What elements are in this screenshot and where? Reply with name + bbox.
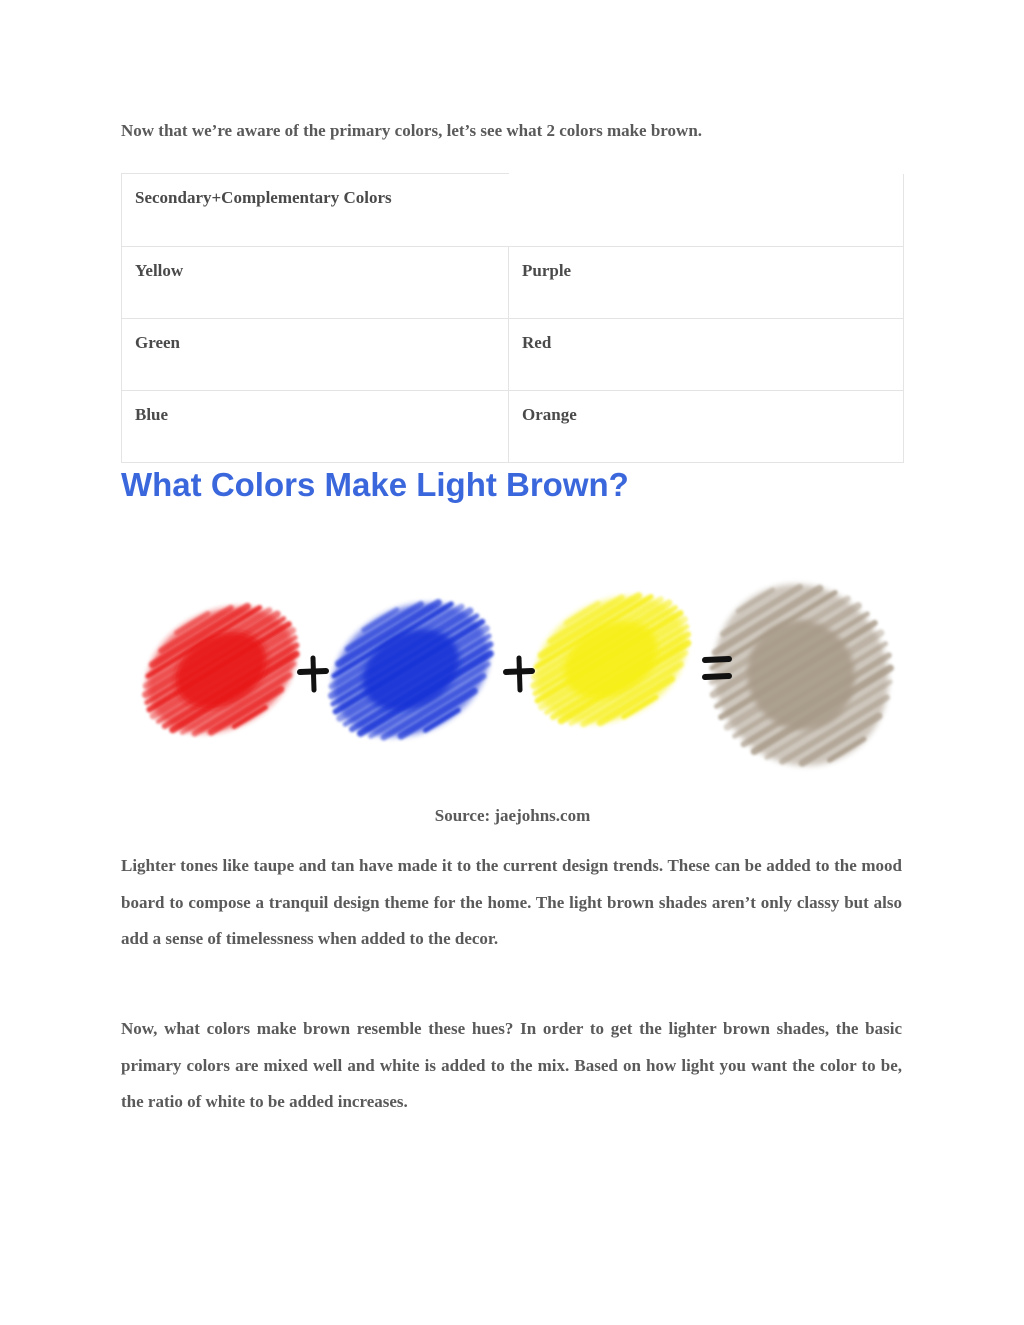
table-cell-complementary: Red [509, 319, 904, 391]
intro-text: Now that we’re aware of the primary colors, let’s see what 2 colors make brown. [121, 121, 703, 140]
red-paint-swatch [125, 582, 317, 758]
plus-sign-icon [300, 658, 326, 690]
table-row [122, 319, 904, 391]
table-header-cell: Secondary+Complementary Colors [122, 174, 509, 247]
table-header-row [122, 174, 904, 247]
table-cell-secondary: Green [122, 319, 509, 391]
color-table [121, 173, 904, 463]
table-header-empty-cell [509, 174, 904, 247]
yellow-paint-swatch [513, 571, 709, 749]
table-cell-complementary: Purple [509, 247, 904, 319]
table-row [122, 391, 904, 463]
plus-sign-icon [506, 658, 532, 690]
image-caption: Source: jaejohns.com [434, 806, 591, 825]
body-paragraph: Lighter tones like taupe and tan have made it to the current design trends. These can be added to the mood board to compose a tranquil design theme for the home. The light brown shades aren’t only classy but also add a sense of timelessness when added to the decor. [121, 856, 902, 948]
body-paragraph: Now, what colors make brown resemble these hues? In order to get the lighter brown shades, the basic primary colors are mixed well and white is added to the mix. Based on how light you want the color to be, the ratio of white to be added increases. [121, 1019, 902, 1111]
table-cell-secondary: Yellow [122, 247, 509, 319]
color-mixing-image [121, 570, 904, 785]
section-heading: What Colors Make Light Brown? [121, 466, 629, 503]
table-cell-complementary: Orange [509, 391, 904, 463]
blue-paint-swatch [309, 577, 512, 763]
table-cell-secondary: Blue [122, 391, 509, 463]
table-row [122, 247, 904, 319]
